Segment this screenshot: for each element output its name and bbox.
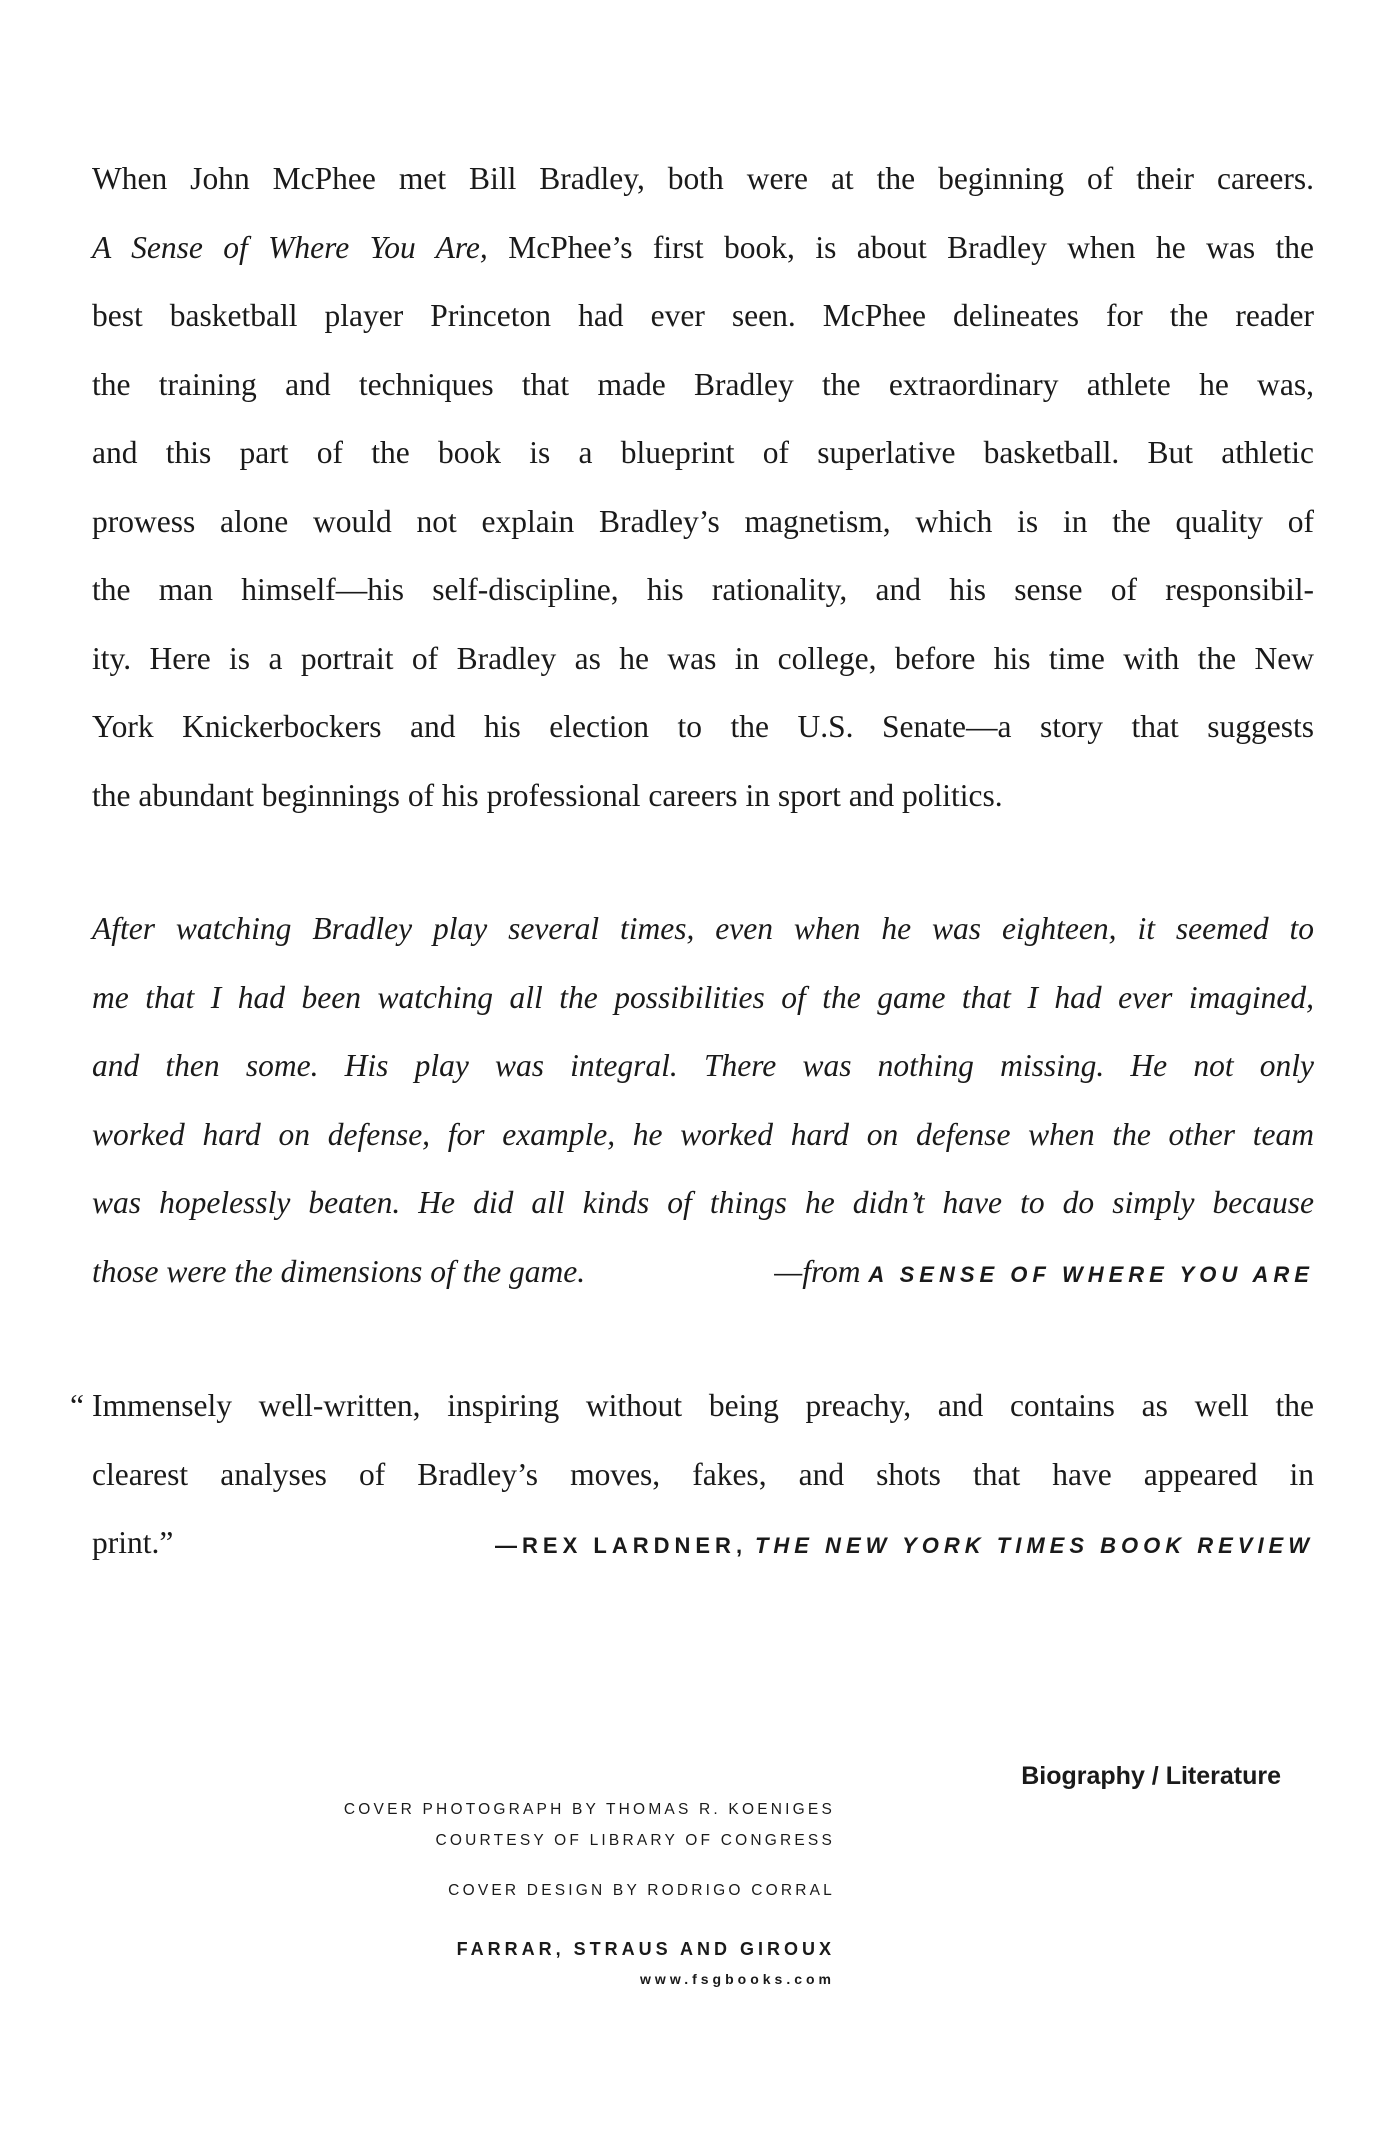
book-description: [92, 145, 1314, 830]
book-title-italic: A Sense of Where You Are,: [92, 229, 488, 265]
description-line-2-rest: McPhee’s first book, is about Bradley when he was the: [508, 229, 1314, 265]
review-quote: [92, 1372, 1314, 1578]
excerpt-line-6: those were the dimensions of the game.: [92, 1253, 586, 1289]
publisher-name: FARRAR, STRAUS AND GIROUX: [456, 1939, 835, 1959]
review-open-quote: “: [70, 1388, 84, 1423]
excerpt-line-3: and then some. His play was integral. There was nothing missing. He not only: [92, 1048, 1314, 1083]
cover-photo-credit: COVER PHOTOGRAPH BY THOMAS R. KOENIGES: [343, 1801, 835, 1818]
description-line-10: the abundant beginnings of his professional careers in sport and politics.: [92, 777, 1003, 813]
excerpt-line-1: After watching Bradley play several times, even when he was eighteen, it seemed to: [92, 911, 1314, 946]
review-line-2: clearest analyses of Bradley’s moves, fakes, and shots that have appeared in: [92, 1456, 1314, 1492]
description-line-4: the training and techniques that made Bradley the extraordinary athlete he was,: [92, 366, 1314, 402]
excerpt-line-5: was hopelessly beaten. He did all kinds of things he didn’t have to do simply because: [92, 1185, 1314, 1220]
description-line-2: [92, 214, 1314, 283]
excerpt-line-4: worked hard on defense, for example, he worked hard on defense when the other team: [92, 1116, 1314, 1152]
description-line-5: and this part of the book is a blueprint of superlative basketball. But athletic: [92, 435, 1314, 470]
review-last-line: [92, 1509, 1314, 1578]
courtesy-credit: COURTESY OF LIBRARY OF CONGRESS: [435, 1832, 835, 1849]
excerpt-line-2: me that I had been watching all the possibilities of the game that I had ever imagined,: [92, 979, 1314, 1015]
category-label: Biography / Literature: [1021, 1762, 1281, 1790]
review-attribution-source: THE NEW YORK TIMES BOOK REVIEW: [754, 1533, 1314, 1558]
description-line-7: the man himself—his self-discipline, his rationality, and his sense of responsibil-: [92, 572, 1314, 607]
review-line-1: Immensely well-written, inspiring without being preachy, and contains as well the: [92, 1388, 1314, 1423]
description-line-8: ity. Here is a portrait of Bradley as he was in college, before his time with the New: [92, 640, 1314, 676]
book-excerpt: [92, 895, 1314, 1306]
description-line-9: York Knickerbockers and his election to the U.S. Senate—a story that suggests: [92, 709, 1314, 744]
excerpt-attribution-title: A SENSE OF WHERE YOU ARE: [868, 1261, 1314, 1287]
review-attribution: [495, 1509, 1314, 1581]
excerpt-attribution-prefix: —from: [774, 1253, 861, 1289]
review-attribution-name: —REX LARDNER,: [495, 1533, 748, 1558]
publisher-website: www.fsgbooks.com: [640, 1971, 835, 1987]
description-line-1: When John McPhee met Bill Bradley, both were at the beginning of their careers.: [92, 161, 1314, 196]
excerpt-attribution: [774, 1238, 1314, 1310]
cover-design-credit: COVER DESIGN BY RODRIGO CORRAL: [448, 1882, 835, 1899]
review-line-3: print.”: [92, 1525, 174, 1560]
excerpt-last-line: [92, 1238, 1314, 1307]
description-line-6: prowess alone would not explain Bradley’s magnetism, which is in the quality of: [92, 503, 1314, 539]
description-line-3: best basketball player Princeton had ever seen. McPhee delineates for the reader: [92, 298, 1314, 333]
